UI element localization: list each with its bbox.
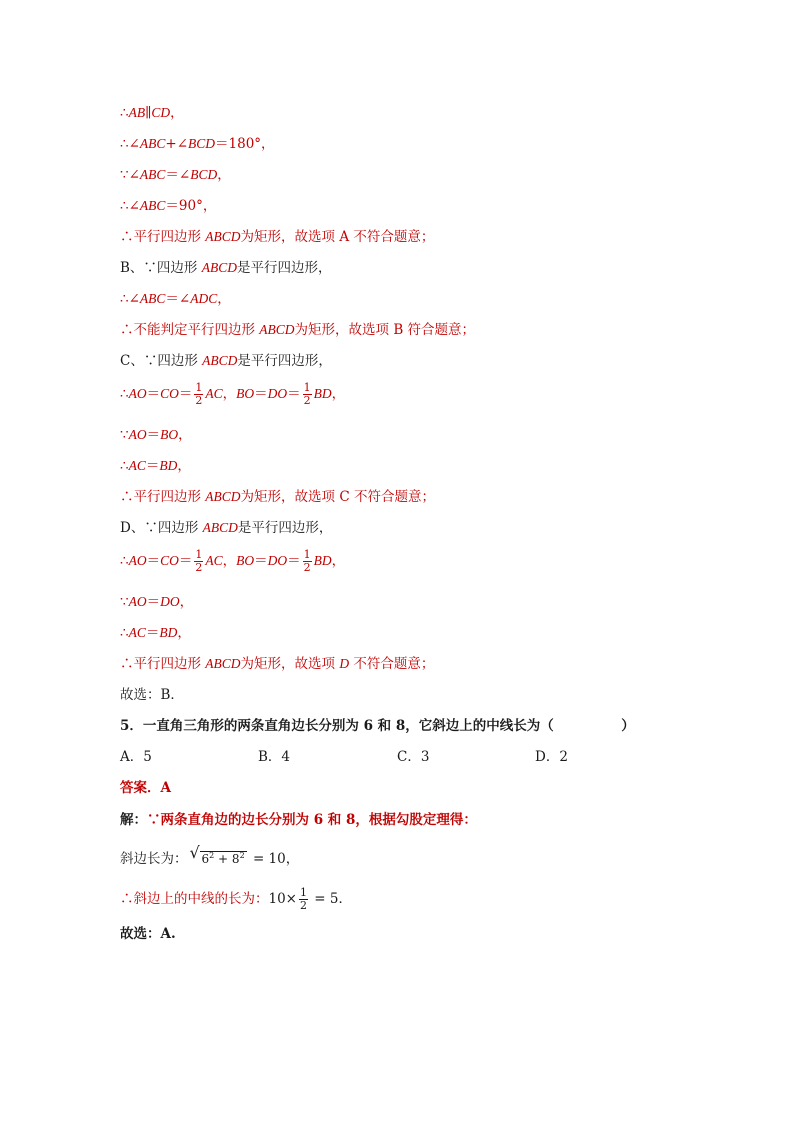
base-8: 8 <box>231 852 240 866</box>
seg-ao: AO <box>128 594 147 609</box>
seg-bo: BO <box>236 386 255 401</box>
radical-icon: √ <box>189 843 200 862</box>
quad-abcd: ABCD <box>202 520 238 535</box>
fraction-half <box>299 887 308 912</box>
angle-abc: ABC <box>139 136 166 151</box>
result-10: = 10， <box>248 851 300 867</box>
angle-abc: ABC <box>139 291 166 306</box>
punct: ， <box>217 167 231 183</box>
line-12 <box>120 456 191 476</box>
therefore-symbol: ∴ <box>120 198 129 214</box>
seg-ao: AO <box>128 427 147 442</box>
seg-do: DO <box>267 386 288 401</box>
therefore-symbol: ∴ <box>120 458 129 474</box>
numerator: 1 <box>195 548 203 561</box>
equals: ＝ <box>146 427 161 443</box>
seg-do: DO <box>267 553 288 568</box>
line-15 <box>120 549 345 574</box>
equals: ＝ <box>254 553 268 569</box>
therefore-symbol: ∴ <box>120 136 129 152</box>
option-a: A．5 <box>120 749 152 765</box>
quad-abcd: ABCD <box>259 322 295 337</box>
seg-bd: BD <box>313 553 332 568</box>
line-4 <box>120 196 216 216</box>
median-label: ∴斜边上的中线的长为： <box>120 891 269 907</box>
quad-abcd: ABCD <box>202 353 238 368</box>
equals: ＝ <box>287 553 301 569</box>
premise-text: 是平行四边形， <box>236 260 332 276</box>
denominator: 2 <box>195 561 203 574</box>
therefore-symbol: ∴ <box>120 553 129 569</box>
fraction-half <box>303 549 312 574</box>
punct: ， <box>331 386 346 402</box>
premise-text: 是平行四边形， <box>237 520 333 536</box>
angle-bcd: BCD <box>190 167 218 182</box>
equals: ＝ <box>178 553 193 569</box>
ten-times: 10× <box>268 891 297 907</box>
numerator: 1 <box>195 381 203 394</box>
option-d-prefix: D、∵四边形 <box>120 520 203 536</box>
angle-bcd: BCD <box>188 136 216 151</box>
equals-90: ＝90°， <box>165 198 217 214</box>
line-1 <box>120 103 184 123</box>
seg-do: DO <box>160 594 180 609</box>
premise-text: 是平行四边形， <box>237 353 332 369</box>
option-b: B．4 <box>258 749 291 765</box>
line-16 <box>120 592 193 612</box>
therefore-symbol: ∴ <box>120 291 129 307</box>
option-c: C．3 <box>397 749 430 765</box>
conclusion-text: 不符合题意； <box>349 656 435 672</box>
equals: ＝ <box>146 594 161 610</box>
hypotenuse-label: 斜边长为： <box>120 851 188 867</box>
punct: ， <box>177 458 191 474</box>
line-13 <box>120 487 435 507</box>
equals: ＝ <box>146 553 161 569</box>
conclusion-prefix: ∴平行四边形 <box>120 656 206 672</box>
quad-abcd: ABCD <box>205 656 241 671</box>
equals: ＝ <box>145 458 160 474</box>
seg-ac: AC <box>128 458 146 473</box>
denominator: 2 <box>195 394 203 407</box>
seg-bo: BO <box>236 553 255 568</box>
seg-bd: BD <box>159 458 178 473</box>
seg-ac: AC <box>205 386 223 401</box>
seg-ac: AC <box>205 553 223 568</box>
punct: ， <box>170 105 184 121</box>
numerator: 1 <box>303 381 311 394</box>
equals: ＝ <box>146 386 161 402</box>
solution-prefix: 解： <box>120 812 147 828</box>
line-2 <box>120 134 275 154</box>
option-c-prefix: C、∵四边形 <box>120 353 203 369</box>
solution-line-3 <box>120 887 352 912</box>
because-symbol: ∵ <box>120 594 129 610</box>
exponent: 2 <box>209 851 215 860</box>
denominator: 2 <box>303 394 311 407</box>
conclusion-text: 为矩形，故选项 <box>240 656 340 672</box>
fraction-half <box>194 382 203 407</box>
fraction-half <box>194 549 203 574</box>
because-symbol: ∵ <box>120 167 129 183</box>
solution-line-2 <box>120 843 300 869</box>
therefore-symbol: ∴ <box>120 625 129 641</box>
seg-bd: BD <box>159 625 178 640</box>
question-text: 5．一直角三角形的两条直角边长分别为 6 和 8，它斜边上的中线长为（ ） <box>120 718 635 734</box>
quad-abcd: ABCD <box>205 229 241 244</box>
radicand <box>200 851 247 866</box>
quad-abcd: ABCD <box>205 489 241 504</box>
result-5: = 5． <box>310 891 352 907</box>
answer-line <box>120 778 171 798</box>
conclusion-text: 为矩形，故选项 B 符合题意； <box>294 322 476 338</box>
line-7 <box>120 289 231 309</box>
punct: ， <box>222 553 237 569</box>
question-5 <box>120 716 635 736</box>
conclusion-prefix: ∴不能判定平行四边形 <box>120 322 260 338</box>
equals-angle: ＝∠ <box>165 291 191 307</box>
equals: ＝ <box>178 386 193 402</box>
option-letter: D <box>339 656 350 671</box>
line-3 <box>120 165 231 185</box>
punct: ， <box>178 427 192 443</box>
line-5 <box>120 227 434 247</box>
option-b-prefix: B、∵四边形 <box>120 260 202 276</box>
line-17 <box>120 623 191 643</box>
solution-line-1 <box>120 810 477 830</box>
option-d: D．2 <box>535 749 568 765</box>
line-19 <box>120 685 184 705</box>
conclusion-prefix: ∴平行四边形 <box>120 229 206 245</box>
line-8 <box>120 320 475 340</box>
answer-text: 答案．A <box>120 780 171 796</box>
equals: ＝ <box>145 625 160 641</box>
therefore-symbol: ∴ <box>120 105 129 121</box>
choice-result: 故选：B． <box>120 687 184 703</box>
plus: + <box>214 852 232 866</box>
final-choice: 故选：A. <box>120 926 176 942</box>
parallel-symbol: ∥ <box>145 105 152 121</box>
because-symbol: ∵ <box>120 427 129 443</box>
base-6: 6 <box>201 852 210 866</box>
punct: ， <box>217 291 231 307</box>
numerator: 1 <box>300 886 307 899</box>
final-line <box>120 924 176 944</box>
equals-180: ＝180°， <box>215 136 275 152</box>
angle-adc: ADC <box>190 291 218 306</box>
numerator: 1 <box>303 548 311 561</box>
seg-bo: BO <box>160 427 179 442</box>
plus-angle: +∠ <box>165 136 189 152</box>
equals: ＝ <box>254 386 268 402</box>
angle-abc: ABC <box>139 198 166 213</box>
line-11 <box>120 425 192 445</box>
denominator: 2 <box>300 899 307 912</box>
fraction-half <box>303 382 312 407</box>
equals-angle: ＝∠ <box>165 167 191 183</box>
angle-symbol: ∠ <box>128 291 140 307</box>
conclusion-text: 为矩形，故选项 A 不符合题意； <box>240 229 435 245</box>
seg-ao: AO <box>128 386 147 401</box>
quad-abcd: ABCD <box>201 260 237 275</box>
equals: ＝ <box>287 386 301 402</box>
line-9 <box>120 351 332 371</box>
exponent: 2 <box>239 851 245 860</box>
punct: ， <box>177 625 191 641</box>
line-14 <box>120 518 332 538</box>
line-10 <box>120 382 345 407</box>
punct: ， <box>179 594 194 610</box>
segment-cd: CD <box>151 105 171 120</box>
punct: ， <box>222 386 237 402</box>
angle-symbol: ∠ <box>128 136 140 152</box>
angle-symbol: ∠ <box>128 198 140 214</box>
seg-ao: AO <box>128 553 147 568</box>
seg-ac: AC <box>128 625 146 640</box>
solution-text: ∵两条直角边的边长分别为 6 和 8，根据勾股定理得： <box>147 812 477 828</box>
seg-co: CO <box>160 553 179 568</box>
sqrt-expression <box>189 843 247 869</box>
seg-bd: BD <box>313 386 332 401</box>
conclusion-prefix: ∴平行四边形 <box>120 489 206 505</box>
line-6 <box>120 258 331 278</box>
angle-symbol: ∠ <box>128 167 140 183</box>
line-18 <box>120 654 434 674</box>
punct: ， <box>331 553 346 569</box>
denominator: 2 <box>303 561 311 574</box>
therefore-symbol: ∴ <box>120 386 129 402</box>
angle-abc: ABC <box>139 167 166 182</box>
segment-ab: AB <box>128 105 146 120</box>
seg-co: CO <box>160 386 179 401</box>
conclusion-text: 为矩形，故选项 C 不符合题意； <box>240 489 435 505</box>
